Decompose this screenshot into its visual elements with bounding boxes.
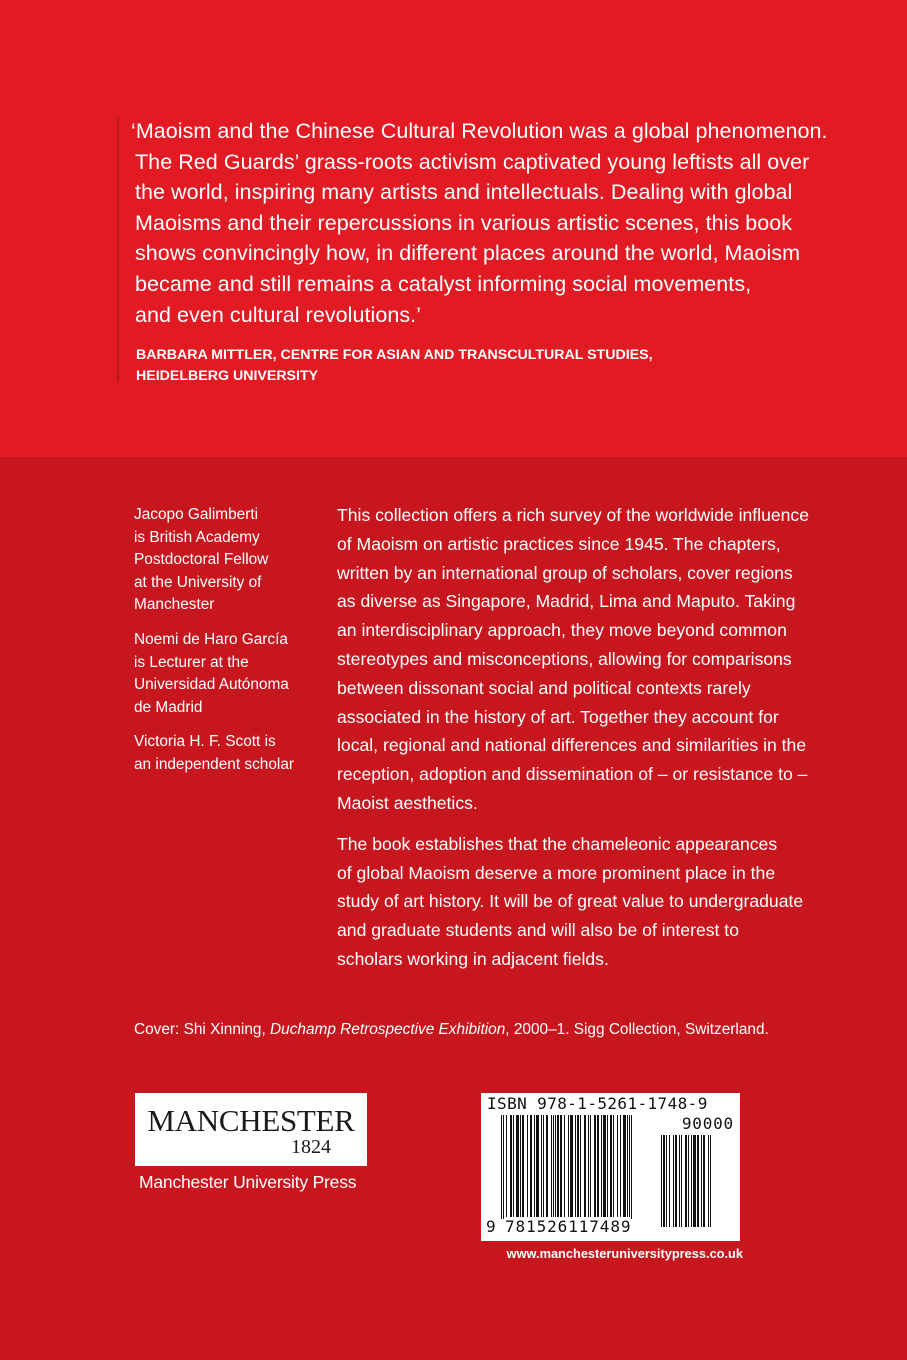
- description-line: written by an international group of scholars, cover regions: [337, 562, 793, 583]
- bio-line: Victoria H. F. Scott is: [134, 733, 276, 751]
- barcode-digit-prefix: 9: [486, 1217, 496, 1236]
- quote-line: The Red Guards’ grass-roots activism captivated young leftists all over: [135, 149, 810, 174]
- endorsement-quote: [131, 116, 871, 330]
- description-line: The book establishes that the chameleonic appearances: [337, 833, 778, 854]
- cover-credit: [134, 1019, 874, 1041]
- description-line: scholars working in adjacent fields.: [337, 948, 609, 969]
- cover-credit-suffix: , 2000–1. Sigg Collection, Switzerland.: [505, 1021, 769, 1038]
- editor-bio: [134, 504, 324, 617]
- description-line: as diverse as Singapore, Madrid, Lima and Maputo. Taking: [337, 591, 796, 612]
- press-name: Manchester University Press: [139, 1172, 357, 1192]
- artwork-title: Duchamp Retrospective Exhibition: [270, 1021, 506, 1038]
- barcode-digits: 781526117489: [505, 1217, 632, 1236]
- bio-line: Universidad Autónoma: [134, 676, 289, 694]
- book-description: [337, 501, 877, 986]
- description-line: stereotypes and misconceptions, allowing for comparisons: [337, 648, 792, 669]
- attribution-line: BARBARA MITTLER, CENTRE FOR ASIAN AND TRANSCULTURAL STUDIES,: [136, 347, 653, 363]
- description-line: associated in the history of art. Together they account for: [337, 706, 779, 727]
- logo-name: MANCHESTER: [147, 1103, 355, 1138]
- bio-line: is British Academy: [134, 528, 260, 546]
- bio-line: at the University of: [134, 573, 262, 591]
- description-line: an interdisciplinary approach, they move beyond common: [337, 620, 787, 641]
- description-line: local, regional and national differences and similarities in the: [337, 735, 807, 756]
- description-line: of global Maoism deserve a more prominent place in the: [337, 862, 776, 883]
- quote-line: became and still remains a catalyst informing social movements,: [135, 271, 752, 296]
- description-paragraph: [337, 830, 877, 974]
- publisher-website: www.manchesteruniversitypress.co.uk: [506, 1246, 743, 1261]
- logo-year: 1824: [291, 1136, 331, 1158]
- description-line: between dissonant social and political contexts rarely: [337, 677, 751, 698]
- publisher-logo: [135, 1093, 367, 1166]
- cover-credit-prefix: Cover: Shi Xinning,: [134, 1021, 271, 1038]
- description-line: of Maoism on artistic practices since 1945. The chapters,: [337, 533, 781, 554]
- quote-line: the world, inspiring many artists and intellectuals. Dealing with global: [135, 180, 793, 205]
- isbn-text: ISBN 978-1-5261-1748-9: [487, 1094, 708, 1113]
- attribution-line: HEIDELBERG UNIVERSITY: [136, 368, 319, 384]
- quote-rule: [117, 118, 119, 382]
- bio-line: Postdoctoral Fellow: [134, 551, 269, 569]
- bio-line: is Lecturer at the: [134, 653, 249, 671]
- quote-line: ‘Maoism and the Chinese Cultural Revolution was a global phenomenon.: [131, 119, 828, 143]
- quote-attribution: [136, 345, 856, 387]
- description-paragraph: [337, 501, 877, 818]
- bio-line: Manchester: [134, 596, 215, 614]
- price-code: 90000: [681, 1114, 734, 1133]
- quote-line: and even cultural revolutions.’: [135, 302, 421, 327]
- description-line: Maoist aesthetics.: [337, 792, 478, 813]
- bio-line: an independent scholar: [134, 755, 295, 773]
- barcode-bars-icon: [501, 1115, 657, 1219]
- bio-line: de Madrid: [134, 698, 203, 716]
- quote-line: shows convincingly how, in different places around the world, Maoism: [135, 241, 801, 266]
- quote-line: Maoisms and their repercussions in various artistic scenes, this book: [135, 210, 793, 235]
- isbn-barcode: [481, 1093, 740, 1241]
- bio-line: Jacopo Galimberti: [134, 506, 259, 523]
- bio-line: Noemi de Haro García: [134, 630, 288, 648]
- editor-bios: [134, 504, 324, 789]
- barcode-addon-bars-icon: [661, 1135, 735, 1227]
- description-line: This collection offers a rich survey of the worldwide influence: [337, 505, 809, 525]
- editor-bio: [134, 731, 324, 776]
- description-line: study of art history. It will be of great value to undergraduate: [337, 891, 804, 912]
- description-line: and graduate students and will also be of interest to: [337, 920, 739, 941]
- editor-bio: [134, 629, 324, 719]
- top-panel: [0, 0, 907, 457]
- description-line: reception, adoption and dissemination of – or resistance to –: [337, 764, 808, 785]
